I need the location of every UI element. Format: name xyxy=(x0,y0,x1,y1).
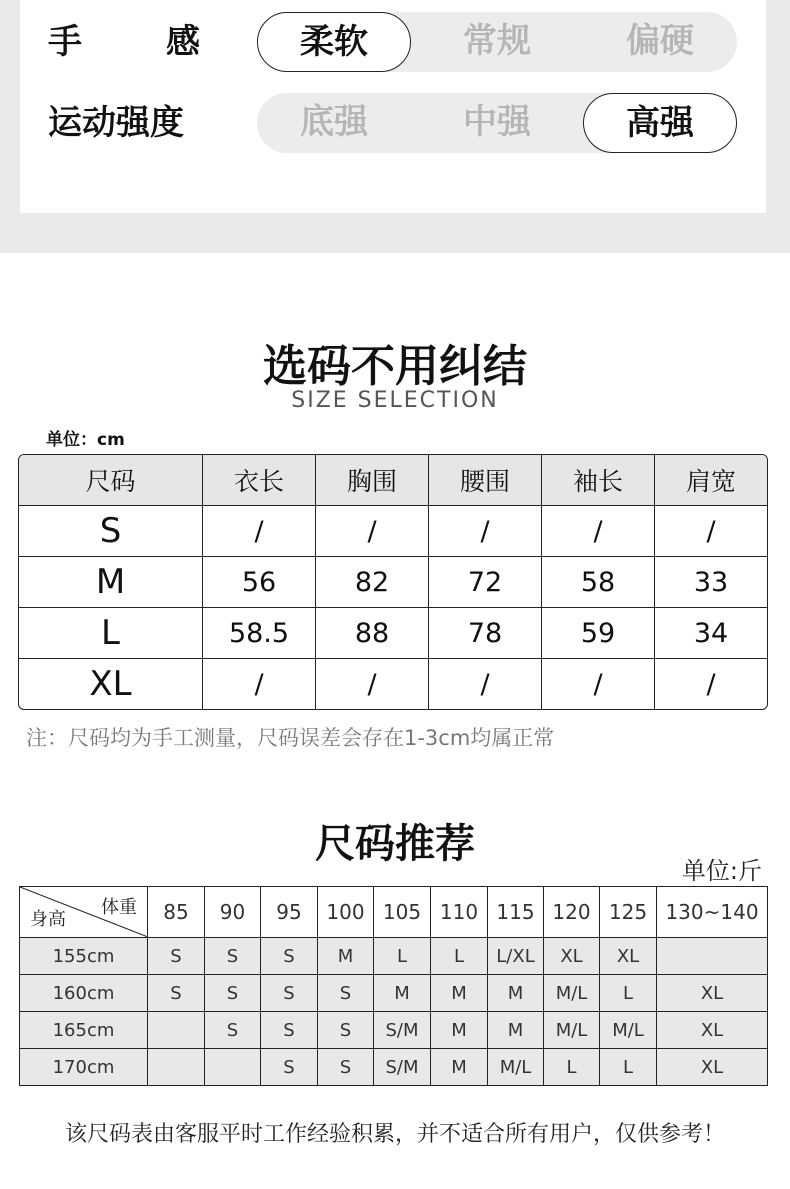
size-value-cell: / xyxy=(429,659,542,709)
height-cell: 165cm xyxy=(20,1012,148,1049)
attribute-label-feel-char-2: 感 xyxy=(166,22,200,62)
recommend-size-cell: S xyxy=(261,1049,318,1086)
size-value-cell: / xyxy=(316,506,429,557)
recommend-size-cell: M xyxy=(488,975,544,1012)
size-value-cell: 59 xyxy=(542,608,655,659)
size-chart-row xyxy=(19,659,767,709)
size-chart-table xyxy=(18,454,768,710)
recommend-row xyxy=(20,1049,768,1086)
recommend-size-cell: L xyxy=(600,1049,657,1086)
recommend-unit-label: 单位:斤 xyxy=(681,857,762,885)
attribute-panel xyxy=(20,0,766,213)
size-chart-row xyxy=(19,608,767,659)
recommend-row xyxy=(20,1012,768,1049)
size-value-cell: / xyxy=(203,506,316,557)
feel-option-track xyxy=(257,12,737,72)
recommend-size-cell: L xyxy=(544,1049,600,1086)
size-value-cell: 56 xyxy=(203,557,316,608)
recommend-size-cell: XL xyxy=(657,1049,768,1086)
recommend-size-cell: M/L xyxy=(544,975,600,1012)
corner-weight-label: 体重 xyxy=(101,897,137,918)
intensity-option-medium[interactable]: 中强 xyxy=(463,102,531,142)
size-value-cell: / xyxy=(655,506,767,557)
size-chart-row xyxy=(19,506,767,557)
recommend-size-cell: M xyxy=(431,1012,488,1049)
attribute-label-feel-char-1: 手 xyxy=(48,22,82,62)
height-cell: 160cm xyxy=(20,975,148,1012)
recommend-size-cell xyxy=(148,1012,205,1049)
recommend-size-cell: L xyxy=(600,975,657,1012)
feel-option-regular[interactable]: 常规 xyxy=(463,21,531,61)
recommend-size-cell: XL xyxy=(600,938,657,975)
recommend-size-cell: XL xyxy=(657,1012,768,1049)
size-value-cell: / xyxy=(203,659,316,709)
recommend-size-cell: S xyxy=(261,975,318,1012)
attribute-label-feel xyxy=(48,12,200,72)
recommend-size-cell: S xyxy=(318,975,374,1012)
recommend-size-cell: M xyxy=(318,938,374,975)
size-value-cell: 33 xyxy=(655,557,767,608)
height-cell: 170cm xyxy=(20,1049,148,1086)
size-header-shoulder: 肩宽 xyxy=(655,455,767,506)
weight-header-cell: 85 xyxy=(148,887,205,938)
size-value-cell: / xyxy=(706,668,716,700)
attribute-row-feel xyxy=(20,12,766,72)
recommend-size-cell: S xyxy=(205,975,261,1012)
size-unit-label: 单位：cm xyxy=(46,430,125,450)
recommend-size-cell: S xyxy=(205,1012,261,1049)
intensity-option-low[interactable]: 底强 xyxy=(300,102,368,142)
size-value-cell: 58 xyxy=(542,557,655,608)
corner-height-label: 身高 xyxy=(30,909,66,930)
size-header-waist: 腰围 xyxy=(429,455,542,506)
weight-header-cell: 120 xyxy=(544,887,600,938)
height-cell: 155cm xyxy=(20,938,148,975)
size-cell: XL xyxy=(19,659,203,709)
size-header-chest: 胸围 xyxy=(316,455,429,506)
size-recommendation-table xyxy=(19,886,768,1086)
weight-header-cell: 95 xyxy=(261,887,318,938)
size-value-cell: / xyxy=(542,659,655,709)
weight-header-cell: 115 xyxy=(488,887,544,938)
recommend-size-cell: S/M xyxy=(374,1012,431,1049)
size-cell: L xyxy=(19,608,203,659)
recommend-size-cell: S xyxy=(318,1049,374,1086)
recommend-size-cell: M xyxy=(374,975,431,1012)
recommend-size-cell: XL xyxy=(657,975,768,1012)
recommend-size-cell: M xyxy=(431,1049,488,1086)
recommend-size-cell xyxy=(657,938,768,975)
intensity-option-high[interactable]: 高强 xyxy=(583,93,737,153)
size-section-subtitle: SIZE SELECTION xyxy=(291,388,499,413)
size-chart-row xyxy=(19,557,767,608)
recommend-size-cell: L xyxy=(431,938,488,975)
recommend-row xyxy=(20,938,768,975)
feel-option-hard[interactable]: 偏硬 xyxy=(626,21,694,61)
recommend-header-row xyxy=(20,887,768,938)
recommend-section-title: 尺码推荐 xyxy=(315,821,475,867)
weight-header-cell: 100 xyxy=(318,887,374,938)
size-value-cell: / xyxy=(429,506,542,557)
recommend-size-cell: S/M xyxy=(374,1049,431,1086)
recommend-size-cell: M xyxy=(488,1012,544,1049)
weight-header-cell: 130~140 xyxy=(657,887,768,938)
recommend-size-cell: S xyxy=(148,975,205,1012)
size-measurement-note: 注：尺码均为手工测量，尺码误差会存在1-3cm均属正常 xyxy=(26,726,555,750)
size-value-cell: / xyxy=(316,659,429,709)
recommend-size-cell: S xyxy=(318,1012,374,1049)
weight-header-cell: 110 xyxy=(431,887,488,938)
recommend-size-cell: L/XL xyxy=(488,938,544,975)
size-header-size: 尺码 xyxy=(19,455,203,506)
size-value-cell: 88 xyxy=(316,608,429,659)
size-value-cell: / xyxy=(542,506,655,557)
attribute-label-intensity: 运动强度 xyxy=(48,103,184,143)
recommend-row xyxy=(20,975,768,1012)
size-value-cell: 82 xyxy=(316,557,429,608)
weight-header-cell: 125 xyxy=(600,887,657,938)
recommend-size-cell: M/L xyxy=(600,1012,657,1049)
intensity-option-track xyxy=(257,93,737,153)
size-chart-header-row xyxy=(19,455,767,506)
recommendation-disclaimer: 该尺码表由客服平时工作经验积累，并不适合所有用户，仅供参考！ xyxy=(64,1122,725,1147)
size-section-title: 选码不用纠结 xyxy=(263,341,527,392)
size-value-cell: 78 xyxy=(429,608,542,659)
recommend-size-cell: XL xyxy=(544,938,600,975)
size-header-length: 衣长 xyxy=(203,455,316,506)
size-cell: S xyxy=(19,506,203,557)
attribute-row-intensity xyxy=(20,93,766,153)
size-value-cell: 58.5 xyxy=(203,608,316,659)
recommend-size-cell: S xyxy=(148,938,205,975)
recommend-size-cell: S xyxy=(205,938,261,975)
recommend-size-cell: L xyxy=(374,938,431,975)
feel-option-soft[interactable]: 柔软 xyxy=(257,12,411,72)
size-cell: M xyxy=(19,557,203,608)
recommend-size-cell: M/L xyxy=(544,1012,600,1049)
recommend-size-cell: M/L xyxy=(488,1049,544,1086)
size-value-cell: 72 xyxy=(429,557,542,608)
size-header-sleeve: 袖长 xyxy=(542,455,655,506)
recommend-size-cell xyxy=(148,1049,205,1086)
recommend-corner-cell xyxy=(20,887,148,938)
size-value-cell: 34 xyxy=(655,608,767,659)
recommend-size-cell: S xyxy=(261,1012,318,1049)
recommend-size-cell xyxy=(205,1049,261,1086)
weight-header-cell: 90 xyxy=(205,887,261,938)
recommend-size-cell: M xyxy=(431,975,488,1012)
weight-header-cell: 105 xyxy=(374,887,431,938)
recommend-size-cell: S xyxy=(261,938,318,975)
